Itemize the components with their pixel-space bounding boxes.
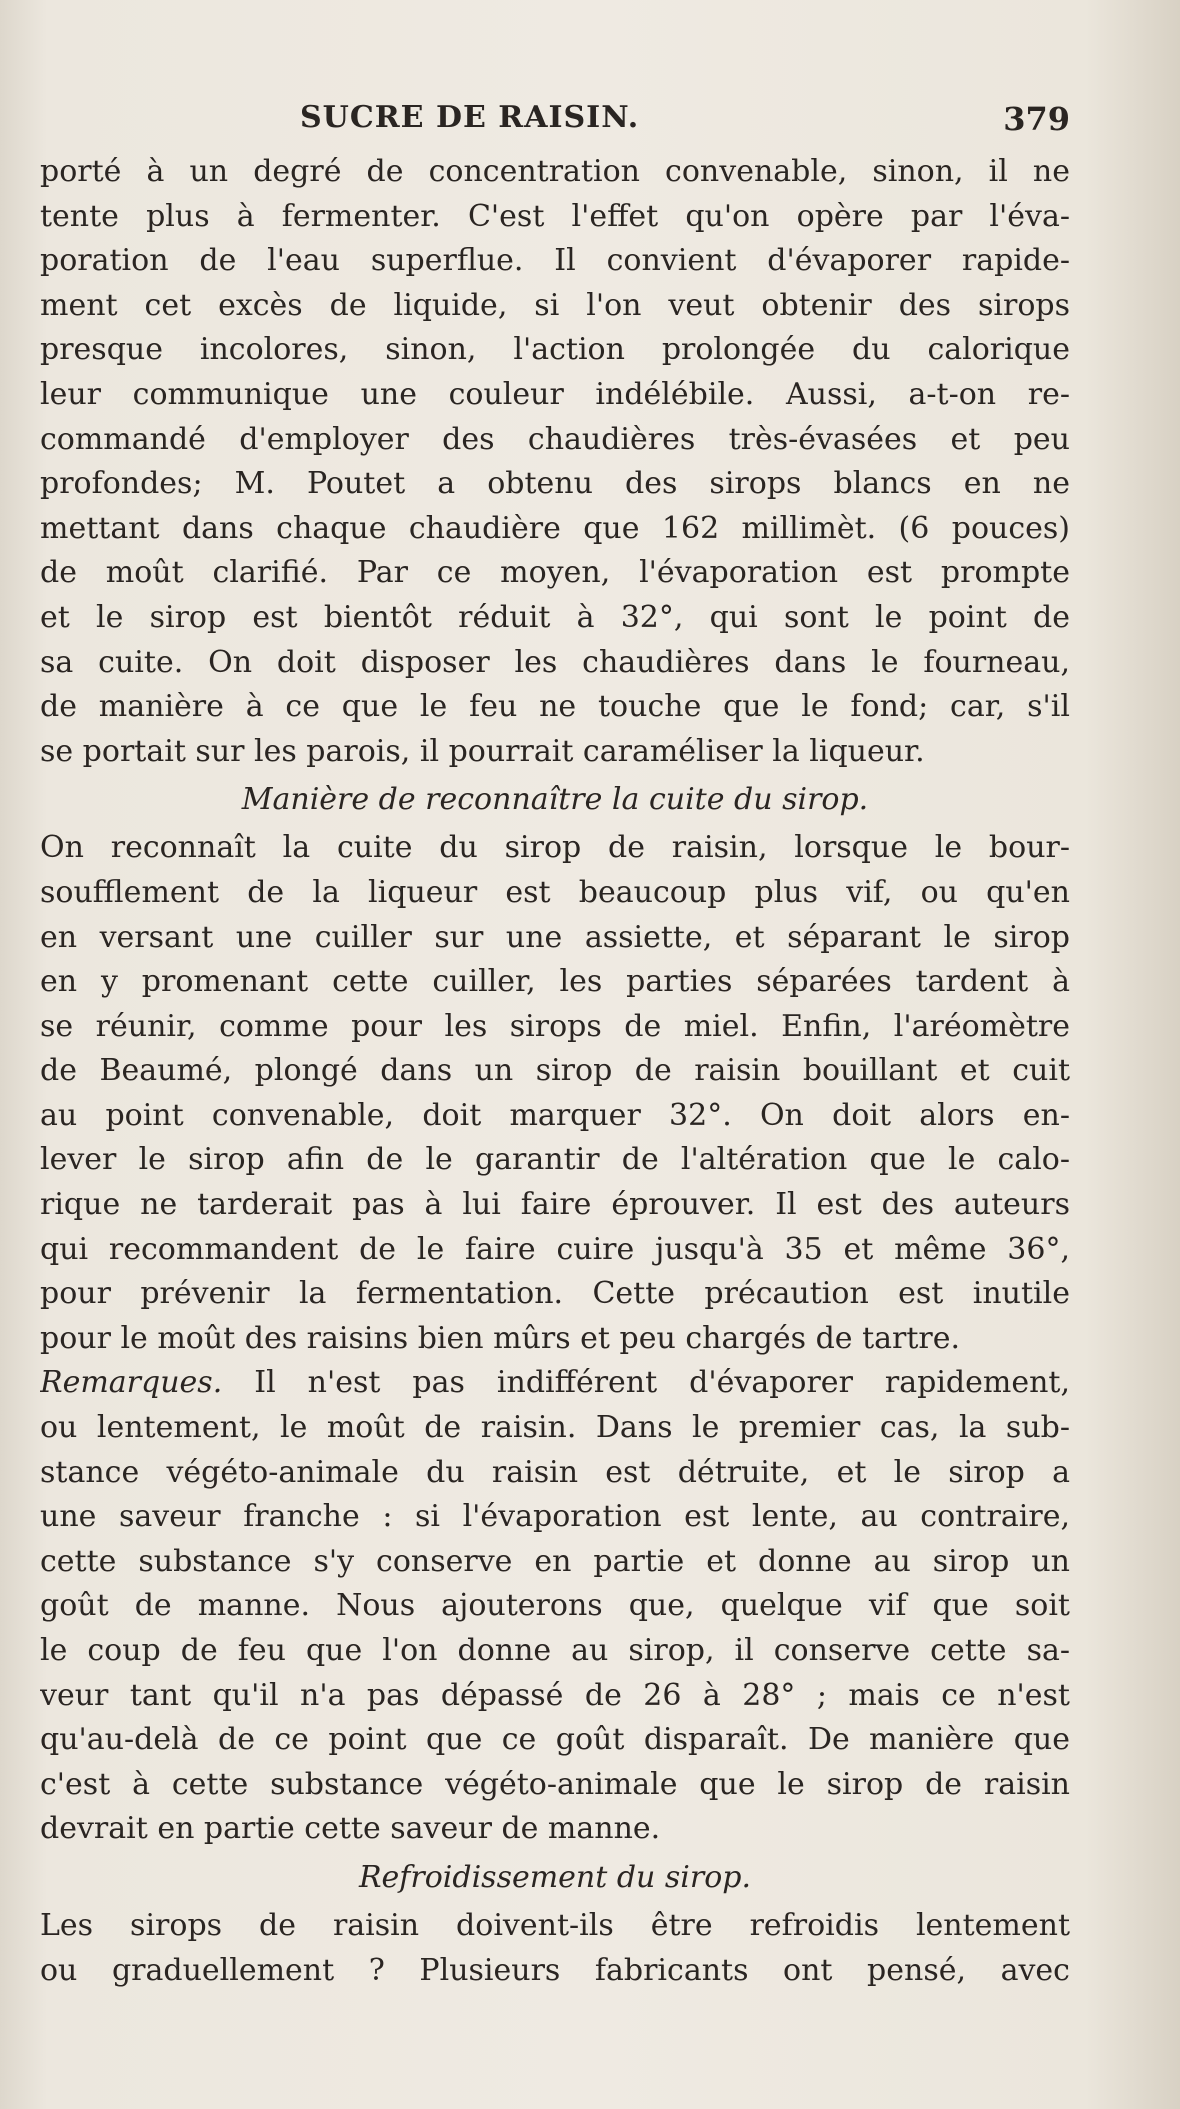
text-line: le coup de feu que l'on donne au sirop, il conserve cette sa- <box>40 1633 1070 1668</box>
text-line: une saveur franche : si l'évaporation est lente, au contraire, <box>40 1499 1070 1535</box>
text-line: de Beaumé, plongé dans un sirop de raisin bouillant et cuit <box>40 1053 1070 1089</box>
text-line: soufflement de la liqueur est beaucoup plus vif, ou qu'en <box>40 874 1070 910</box>
section-heading-refroidissement: Refroidissement du sirop. <box>358 1859 752 1895</box>
text-line: lever le sirop afin de le garantir de l'altération que le calo- <box>40 1142 1070 1178</box>
text-line: goût de manne. Nous ajouterons que, quelque vif que soit <box>40 1588 1070 1624</box>
running-header <box>40 100 1070 140</box>
text-line: sa cuite. On doit disposer les chaudières dans le fourneau, <box>40 644 1070 680</box>
text-line: mettant dans chaque chaudière que 162 millimèt. (6 pouces) <box>40 510 1070 546</box>
text-line: porté à un degré de concentration convenable, sinon, il ne <box>40 154 1070 189</box>
text-line: qui recommandent de le faire cuire jusqu'à 35 et même 36°, <box>40 1231 1070 1267</box>
text-line: devrait en partie cette saveur de manne. <box>40 1811 661 1847</box>
text-line: leur communique une couleur indélébile. Aussi, a-t-on re- <box>40 376 1070 412</box>
text-line: presque incolores, sinon, l'action prolongée du calorique <box>40 332 1070 368</box>
text-line: ou graduellement ? Plusieurs fabricants ont pensé, avec <box>40 1952 1070 1988</box>
paragraph-remarques <box>40 1361 1070 1852</box>
paragraph-concentration <box>40 150 1070 774</box>
running-title: SUCRE DE RAISIN. <box>300 100 640 135</box>
text-line: ment cet excès de liquide, si l'on veut obtenir des sirops <box>40 287 1070 323</box>
text-line: en y promenant cette cuiller, les parties séparées tardent à <box>40 964 1070 1000</box>
text-line: qu'au-delà de ce point que ce goût disparaît. De manière que <box>40 1722 1070 1758</box>
text-line: se réunir, comme pour les sirops de miel. Enfin, l'aréomètre <box>40 1008 1070 1044</box>
text-line: Les sirops de raisin doivent-ils être refroidis lentement <box>40 1907 1070 1943</box>
text-line: commandé d'employer des chaudières très-évasées et peu <box>40 421 1070 457</box>
remarques-label: Remarques. <box>40 1365 223 1401</box>
text-line: de manière à ce que le feu ne touche que le fond; car, s'il <box>40 689 1070 725</box>
paragraph-refroidissement <box>40 1904 1070 1993</box>
text-line: c'est à cette substance végéto-animale que le sirop de raisin <box>40 1766 1070 1802</box>
text-line: en versant une cuiller sur une assiette, et séparant le sirop <box>40 919 1070 955</box>
text-line: pour prévenir la fermentation. Cette précaution est inutile <box>40 1276 1070 1312</box>
text-line: poration de l'eau superflue. Il convient d'évaporer rapide- <box>40 243 1070 279</box>
remarques-text: Il n'est pas indifférent d'évaporer rapidement, <box>222 1365 1070 1401</box>
text-line: cette substance s'y conserve en partie et donne au sirop un <box>40 1543 1070 1579</box>
text-line: rique ne tarderait pas à lui faire éprouver. Il est des auteurs <box>40 1187 1070 1223</box>
section-heading-cuite: Manière de reconnaître la cuite du sirop. <box>241 782 869 818</box>
paragraph-cuite <box>40 826 1070 1361</box>
text-line: ou lentement, le moût de raisin. Dans le premier cas, la sub- <box>40 1410 1070 1446</box>
text-line: stance végéto-animale du raisin est détruite, et le sirop a <box>40 1454 1070 1490</box>
text-line: On reconnaît la cuite du sirop de raisin, lorsque le bour- <box>40 830 1070 866</box>
text-line: de moût clarifié. Par ce moyen, l'évaporation est prompte <box>40 555 1070 591</box>
text-line: tente plus à fermenter. C'est l'effet qu'on opère par l'éva- <box>40 198 1070 234</box>
text-line: profondes; M. Poutet a obtenu des sirops blancs en ne <box>40 466 1070 502</box>
text-line: se portait sur les parois, il pourrait caraméliser la liqueur. <box>40 733 925 769</box>
text-line: et le sirop est bientôt réduit à 32°, qui sont le point de <box>40 599 1070 635</box>
page-number: 379 <box>1003 100 1070 138</box>
text-line: au point convenable, doit marquer 32°. On doit alors en- <box>40 1097 1070 1133</box>
page-body <box>40 150 1070 1993</box>
text-line <box>40 1361 1070 1406</box>
text-line: veur tant qu'il n'a pas dépassé de 26 à 28° ; mais ce n'est <box>40 1677 1070 1713</box>
text-line: pour le moût des raisins bien mûrs et peu chargés de tartre. <box>40 1320 961 1356</box>
